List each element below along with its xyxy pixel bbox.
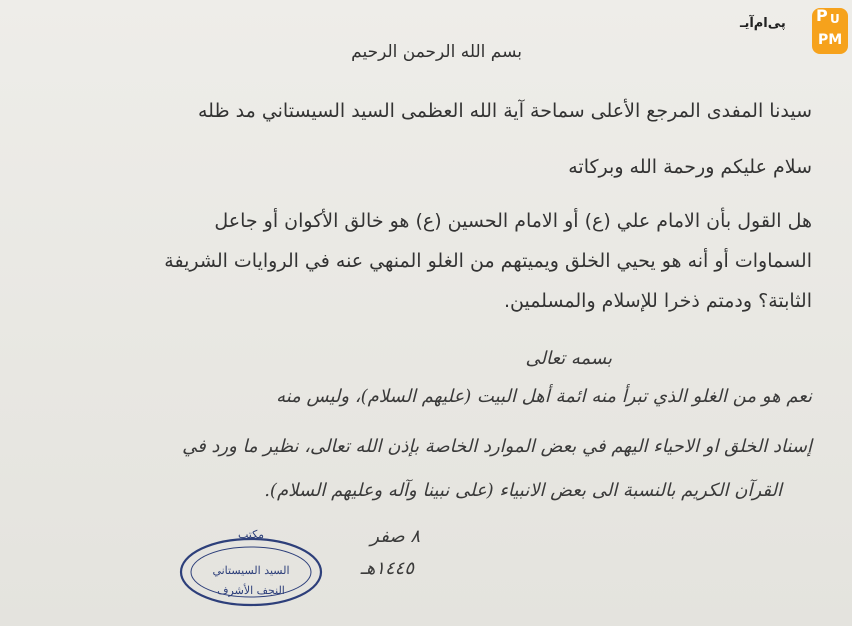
addressee-line: سيدنا المفدى المرجع الأعلى سماحة آية الله العظمى السيد السيستاني مد ظله [197, 100, 812, 122]
reply-line: إسناد الخلق او الاحياء اليهم في بعض الموارد الخاصة بإذن الله تعالى، نظير ما ورد في [182, 436, 812, 457]
basmala: بسم الله الرحمن الرحيم [351, 42, 522, 62]
question-line: هل القول بأن الامام علي (ع) أو الامام الحسين (ع) هو خالق الأكوان أو جاعل [214, 210, 812, 232]
seal-middle: السيد السيستاني [212, 564, 290, 577]
seal-top: مكتب [237, 528, 265, 541]
salutation-line: سلام عليكم ورحمة الله وبركاته [568, 156, 812, 178]
office-seal [176, 528, 326, 608]
logo-badge-text: PM [818, 32, 843, 48]
reply-line: نعم هو من الغلو الذي تبرأ منه ائمة أهل البيت (عليهم السلام)، وليس منه [276, 386, 812, 407]
reply-line: القرآن الكريم بالنسبة الى بعض الانبياء (على نبينا وآله وعليهم السلام). [264, 480, 782, 501]
reply-date-year: ١٤٤٥هـ [360, 558, 414, 579]
question-line: الثابتة؟ ودمتم ذخرا للإسلام والمسلمين. [503, 290, 812, 312]
seal-bottom: النجف الأشرف [217, 584, 285, 597]
logo-badge-icon: P U PM [812, 8, 848, 54]
logo-text: پی‌ام‌آیـ [740, 16, 786, 31]
site-logo[interactable] [740, 6, 850, 58]
reply-date-day: ٨ صفر [370, 526, 420, 547]
reply-title: بسمه تعالى [525, 348, 612, 369]
question-line: السماوات أو أنه هو يحيي الخلق ويميتهم من الغلو المنهي عنه في الروايات الشريفة [164, 250, 812, 272]
